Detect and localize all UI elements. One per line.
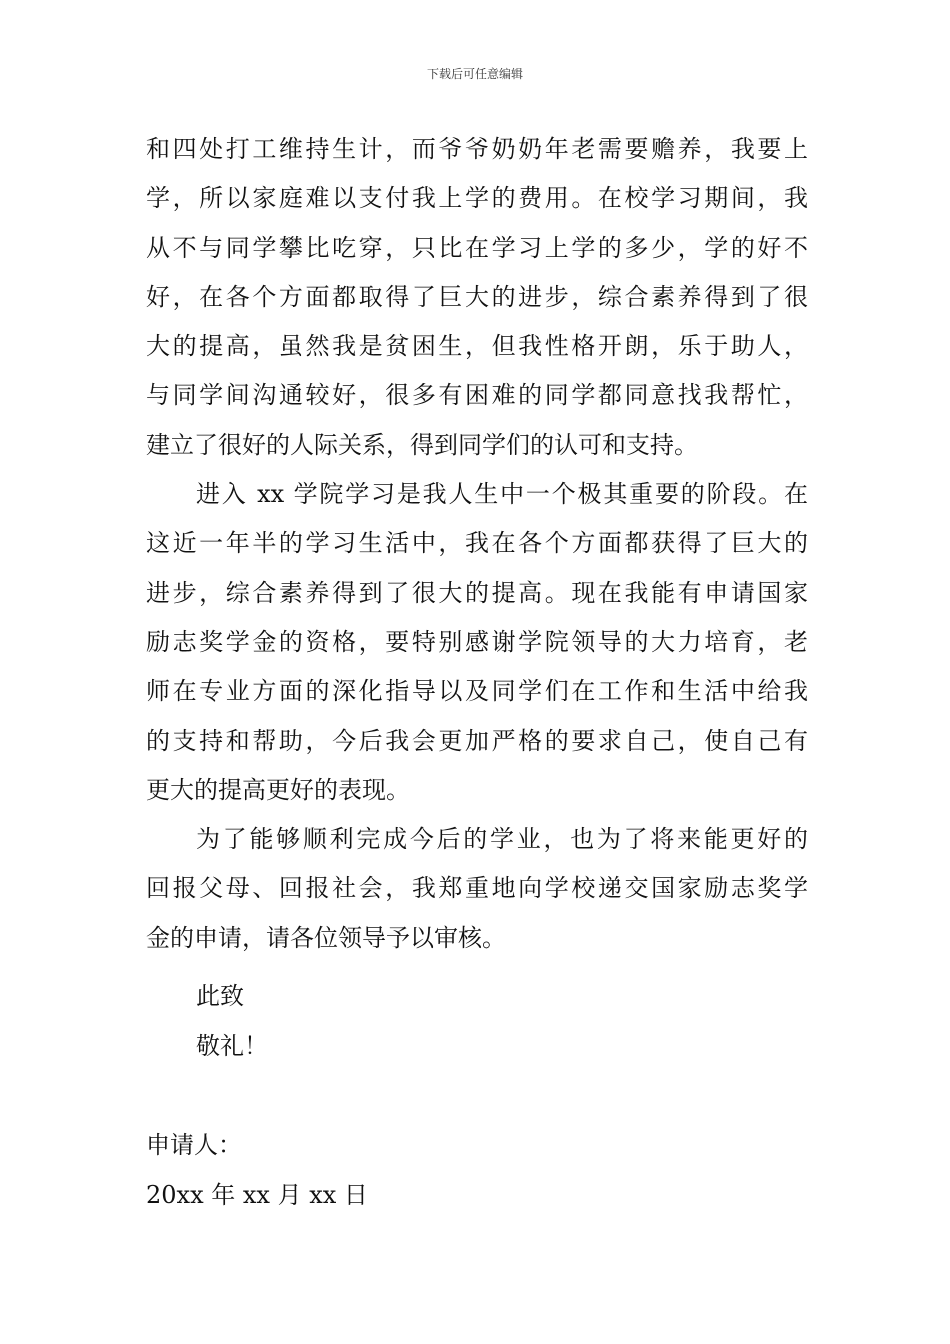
text-line: 从不与同学攀比吃穿，只比在学习上学的多少，学的好不 <box>146 233 808 262</box>
letter-body <box>146 125 808 963</box>
text-line: 进入 xx 学院学习是我人生中一个极其重要的阶段。在 <box>196 480 808 509</box>
text-line: 更大的提高更好的表现。 <box>146 775 410 804</box>
paragraph-1 <box>146 125 808 470</box>
text-line: 建立了很好的人际关系，得到同学们的认可和支持。 <box>146 430 698 459</box>
text-line: 师在专业方面的深化指导以及同学们在工作和生活中给我 <box>146 677 808 706</box>
page-header-note: 下载后可任意编辑 <box>426 67 523 81</box>
text-line: 与同学间沟通较好，很多有困难的同学都同意找我帮忙， <box>146 381 808 410</box>
closing-regards: 敬礼！ <box>196 1032 268 1060</box>
text-line: 好，在各个方面都取得了巨大的进步，综合素养得到了很 <box>146 282 808 311</box>
text-line: 大的提高，虽然我是贫困生，但我性格开朗，乐于助人， <box>146 332 808 361</box>
text-line: 为了能够顺利完成今后的学业，也为了将来能更好的 <box>196 825 808 854</box>
paragraph-2 <box>146 470 808 815</box>
text-line: 和四处打工维持生计，而爷爷奶奶年老需要赡养，我要上 <box>146 135 808 163</box>
paragraph-3 <box>146 815 808 963</box>
text-line: 这近一年半的学习生活中，我在各个方面都获得了巨大的 <box>146 529 808 558</box>
text-line: 进步，综合素养得到了很大的提高。现在我能有申请国家 <box>146 578 808 607</box>
text-line: 回报父母、回报社会，我郑重地向学校递交国家励志奖学 <box>146 874 808 903</box>
applicant-label: 申请人： <box>146 1131 242 1159</box>
text-line: 励志奖学金的资格，要特别感谢学院领导的大力培育，老 <box>146 627 808 656</box>
text-line: 的支持和帮助，今后我会更加严格的要求自己，使自己有 <box>146 726 808 755</box>
text-line: 学，所以家庭难以支付我上学的费用。在校学习期间，我 <box>146 184 808 213</box>
text-line: 金的申请，请各位领导予以审核。 <box>146 923 506 952</box>
closing-salutation: 此致 <box>196 982 244 1010</box>
signature-date: 20xx 年 xx 月 xx 日 <box>146 1181 368 1209</box>
